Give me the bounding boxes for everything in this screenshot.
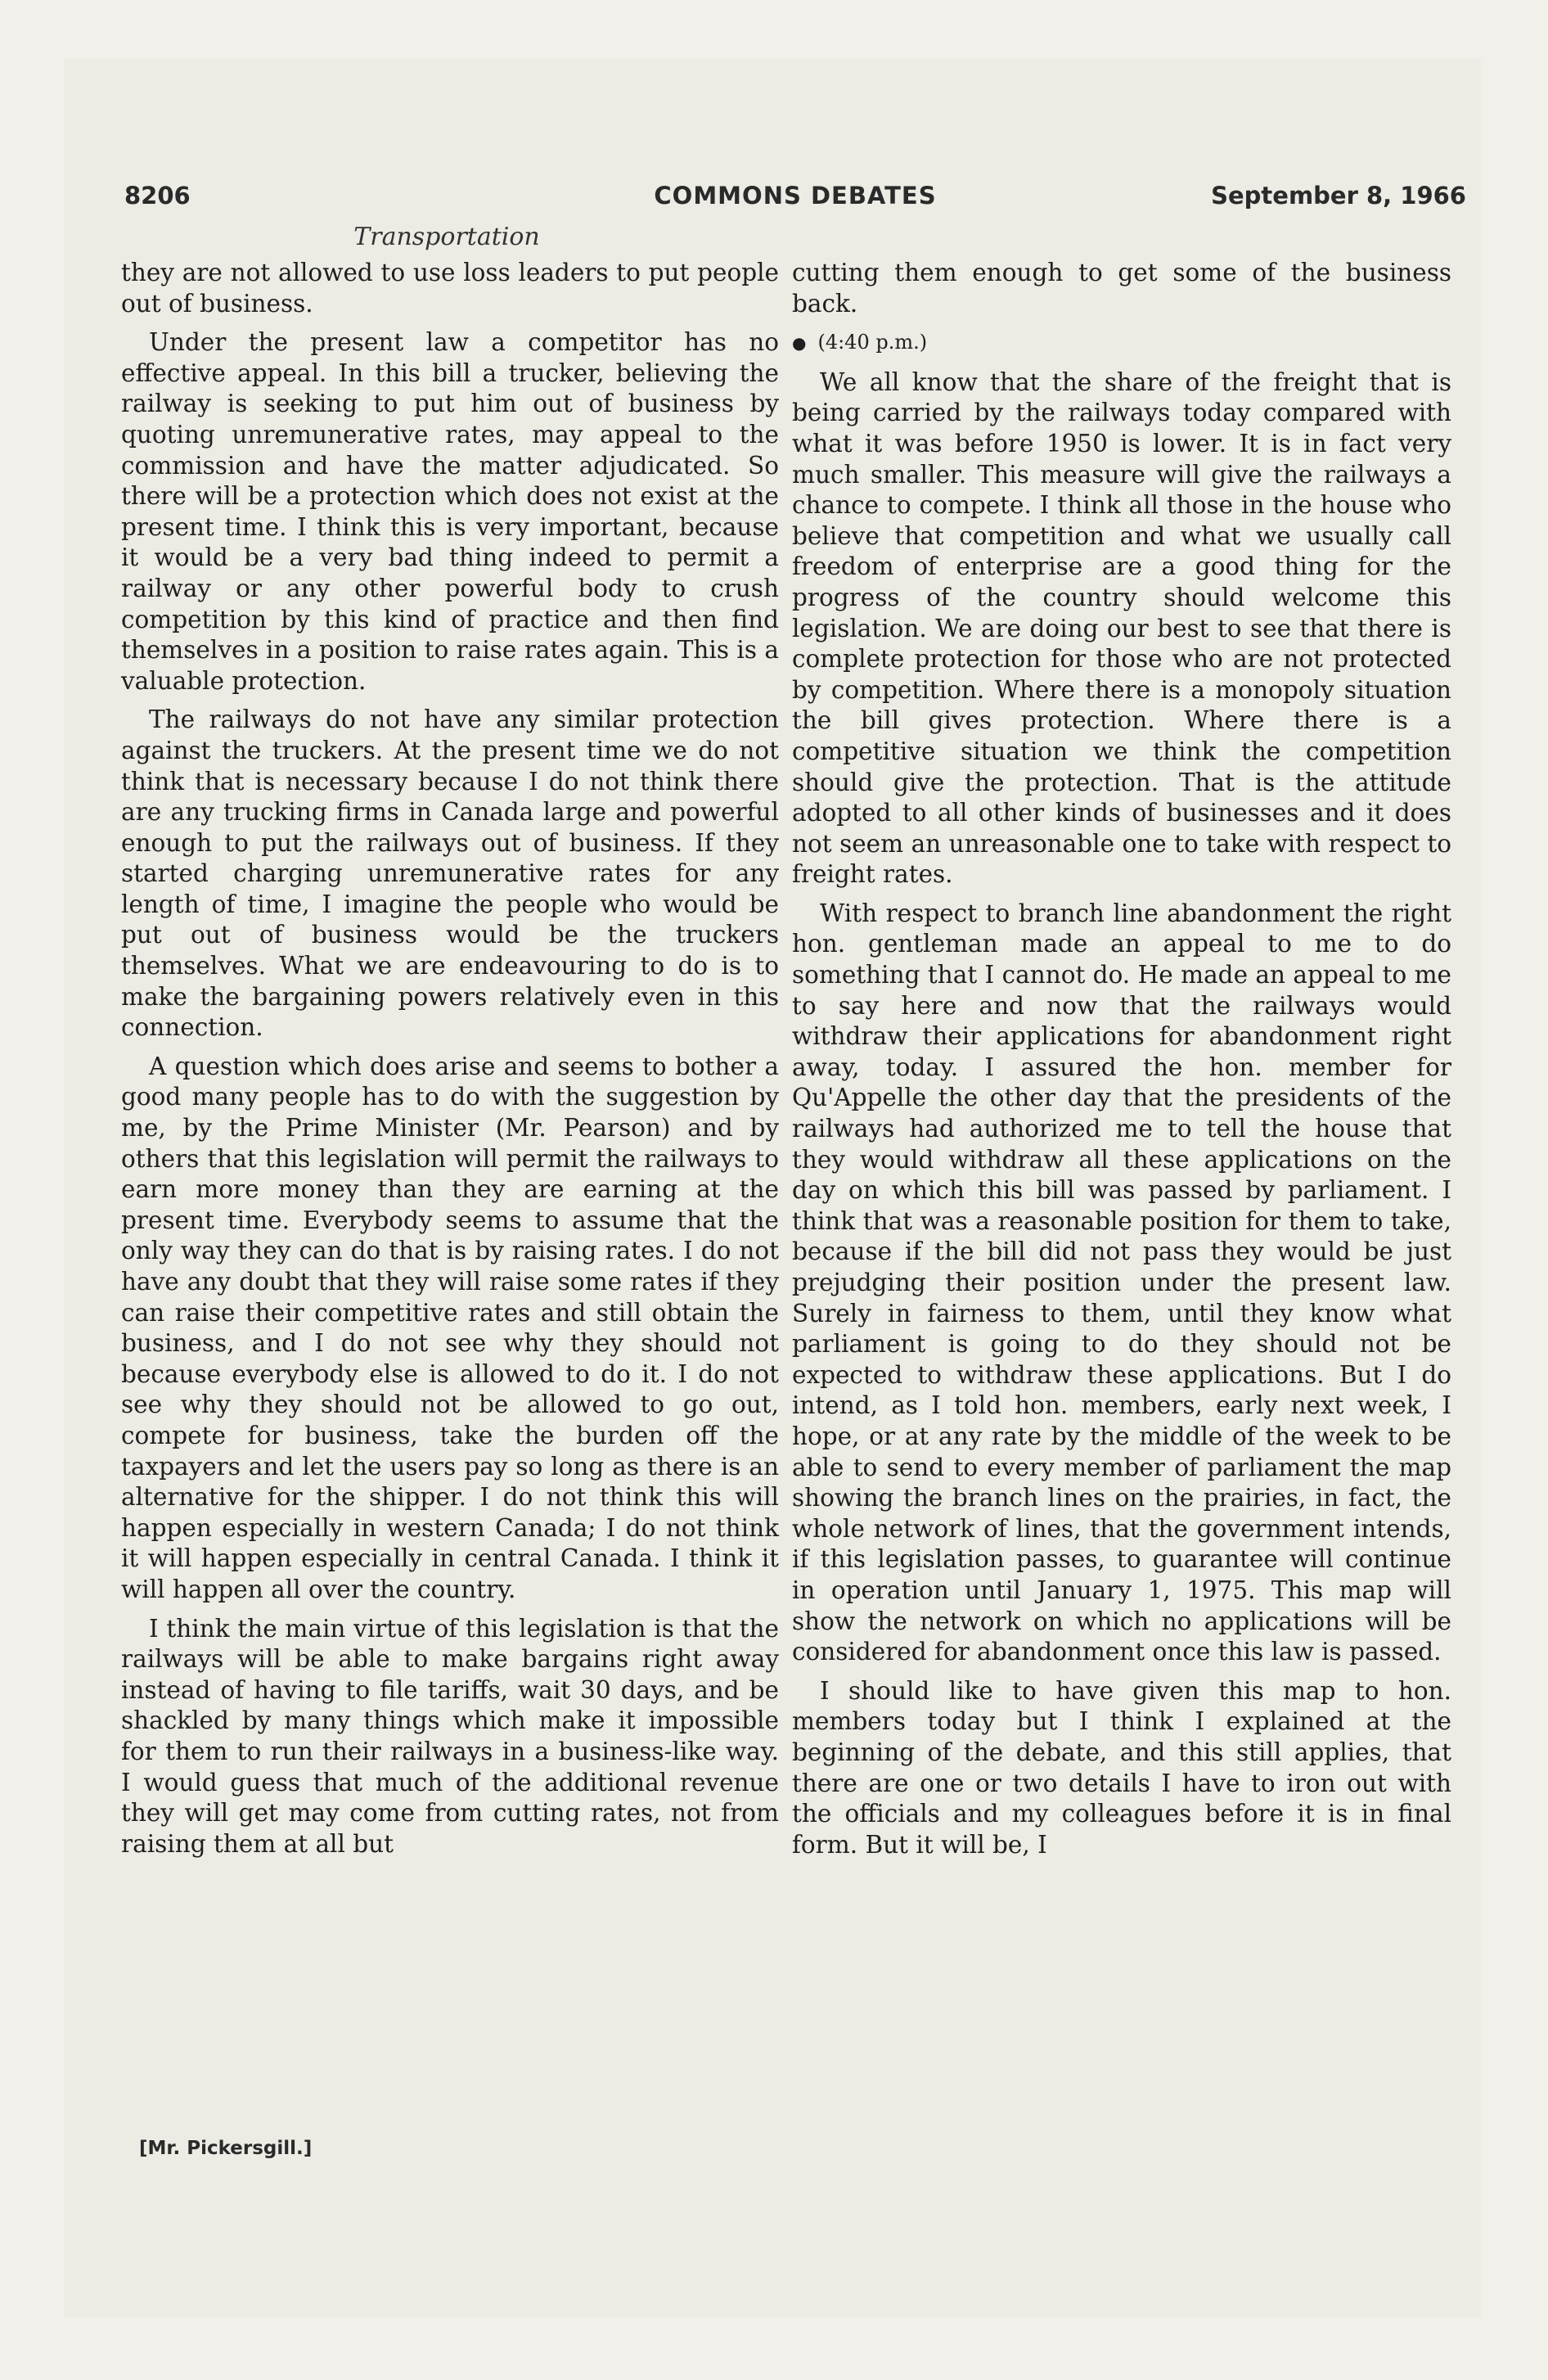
page-header bbox=[124, 182, 1466, 214]
right-column bbox=[792, 258, 1451, 1868]
paragraph: We all know that the share of the freight that is being carried by the railways today compared with what it was before 1950 is lower. It is in fact very much smaller. This measure will give the railways a chance to compete. I think all those in the house who believe that competition and what we usually call freedom of enterprise are a good thing for the progress of the country should welcome this legislation. We are doing our best to see that there is complete protection for those who are not protected by competition. Where there is a monopoly situation the bill gives protection. Where there is a competitive situation we think the competition should give the protection. That is the attitude adopted to all other kinds of businesses and it does not seem an unreasonable one to take with respect to freight rates. bbox=[792, 367, 1451, 889]
paragraph: Under the present law a competitor has no effective appeal. In this bill a trucker, believing the railway is seeking to put him out of business by quoting unremunerative rates, may appeal to the commission and have the matter adjudicated. So there will be a protection which does not exist at the present time. I think this is very important, because it would be a very bad thing indeed to permit a railway or any other powerful body to crush competition by this kind of practice and then find themselves in a position to raise rates again. This is a valuable protection. bbox=[121, 328, 779, 695]
bullet-icon: ● bbox=[792, 333, 807, 354]
left-column bbox=[121, 258, 779, 1868]
time-marker bbox=[792, 327, 1451, 359]
subject-heading: Transportation bbox=[353, 223, 540, 251]
paragraph: I think the main virtue of this legislation is that the railways will be able to make bargains right away instead of having to file tariffs, wait 30 days, and be shackled by many things which make it impossible for them to run their railways in a business-like way. I would guess that much of the additional revenue they will get may come from cutting rates, not from raising them at all but bbox=[121, 1614, 779, 1858]
paragraph: cutting them enough to get some of the business back. bbox=[792, 259, 1451, 318]
paragraph: The railways do not have any similar protection against the truckers. At the present time we do not think that is necessary because I do not think there are any trucking firms in Canada large and powerful enough to put the railways out of business. If they started charging unremunerative rates for any length of time, I imagine the people who would be put out of business would be the truckers themselves. What we are endeavouring to do is to make the bargaining powers relatively even in this connection. bbox=[121, 705, 779, 1042]
paragraph: they are not allowed to use loss leaders to put people out of business. bbox=[121, 259, 779, 318]
time-marker-text: (4:40 p.m.) bbox=[817, 331, 928, 354]
paragraph: With respect to branch line abandonment the right hon. gentleman made an appeal to me to do something that I cannot do. He made an appeal to me to say here and now that the railways would withdraw their applications for abandonment right away, today. I assured the hon. member for Qu'Appelle the other day that the presidents of the railways had authorized me to tell the house that they would withdraw all these applications on the day on which this bill was passed by parliament. I think that was a reasonable position for them to take, because if the bill did not pass they would be just prejudging their position under the present law. Surely in fairness to them, until they know what parliament is going to do they should not be expected to withdraw these applications. But I do intend, as I told hon. members, early next week, I hope, or at any rate by the middle of the week to be able to send to every member of parliament the map showing the branch lines on the prairies, in fact, the whole network of lines, that the government intends, if this legislation passes, to guarantee will continue in operation until January 1, 1975. This map will show the network on which no applications will be considered for abandonment once this law is passed. bbox=[792, 899, 1452, 1666]
speaker-attribution: [Mr. Pickersgill.] bbox=[139, 2138, 313, 2159]
running-title: COMMONS DEBATES bbox=[654, 182, 937, 210]
page-number: 8206 bbox=[124, 182, 191, 210]
paragraph: A question which does arise and seems to bother a good many people has to do with the suggestion by me, by the Prime Minister (Mr. Pearson) and by others that this legislation will permit the railways to earn more money than they are earning at the present time. Everybody seems to assume that the only way they can do that is by raising rates. I do not have any doubt that they will raise some rates if they can raise their competitive rates and still obtain the business, and I do not see why they should not because everybody else is allowed to do it. I do not see why they should not be allowed to go out, compete for business, take the burden off the taxpayers and let the users pay so long as there is an alternative for the shipper. I do not think this will happen especially in western Canada; I do not think it will happen especially in central Canada. I think it will happen all over the country. bbox=[121, 1052, 779, 1603]
header-date: September 8, 1966 bbox=[1211, 182, 1466, 210]
paragraph: I should like to have given this map to hon. members today but I think I explained at the beginning of the debate, and this still applies, that there are one or two details I have to iron out with the officials and my colleagues before it is in final form. But it will be, I bbox=[792, 1676, 1451, 1859]
